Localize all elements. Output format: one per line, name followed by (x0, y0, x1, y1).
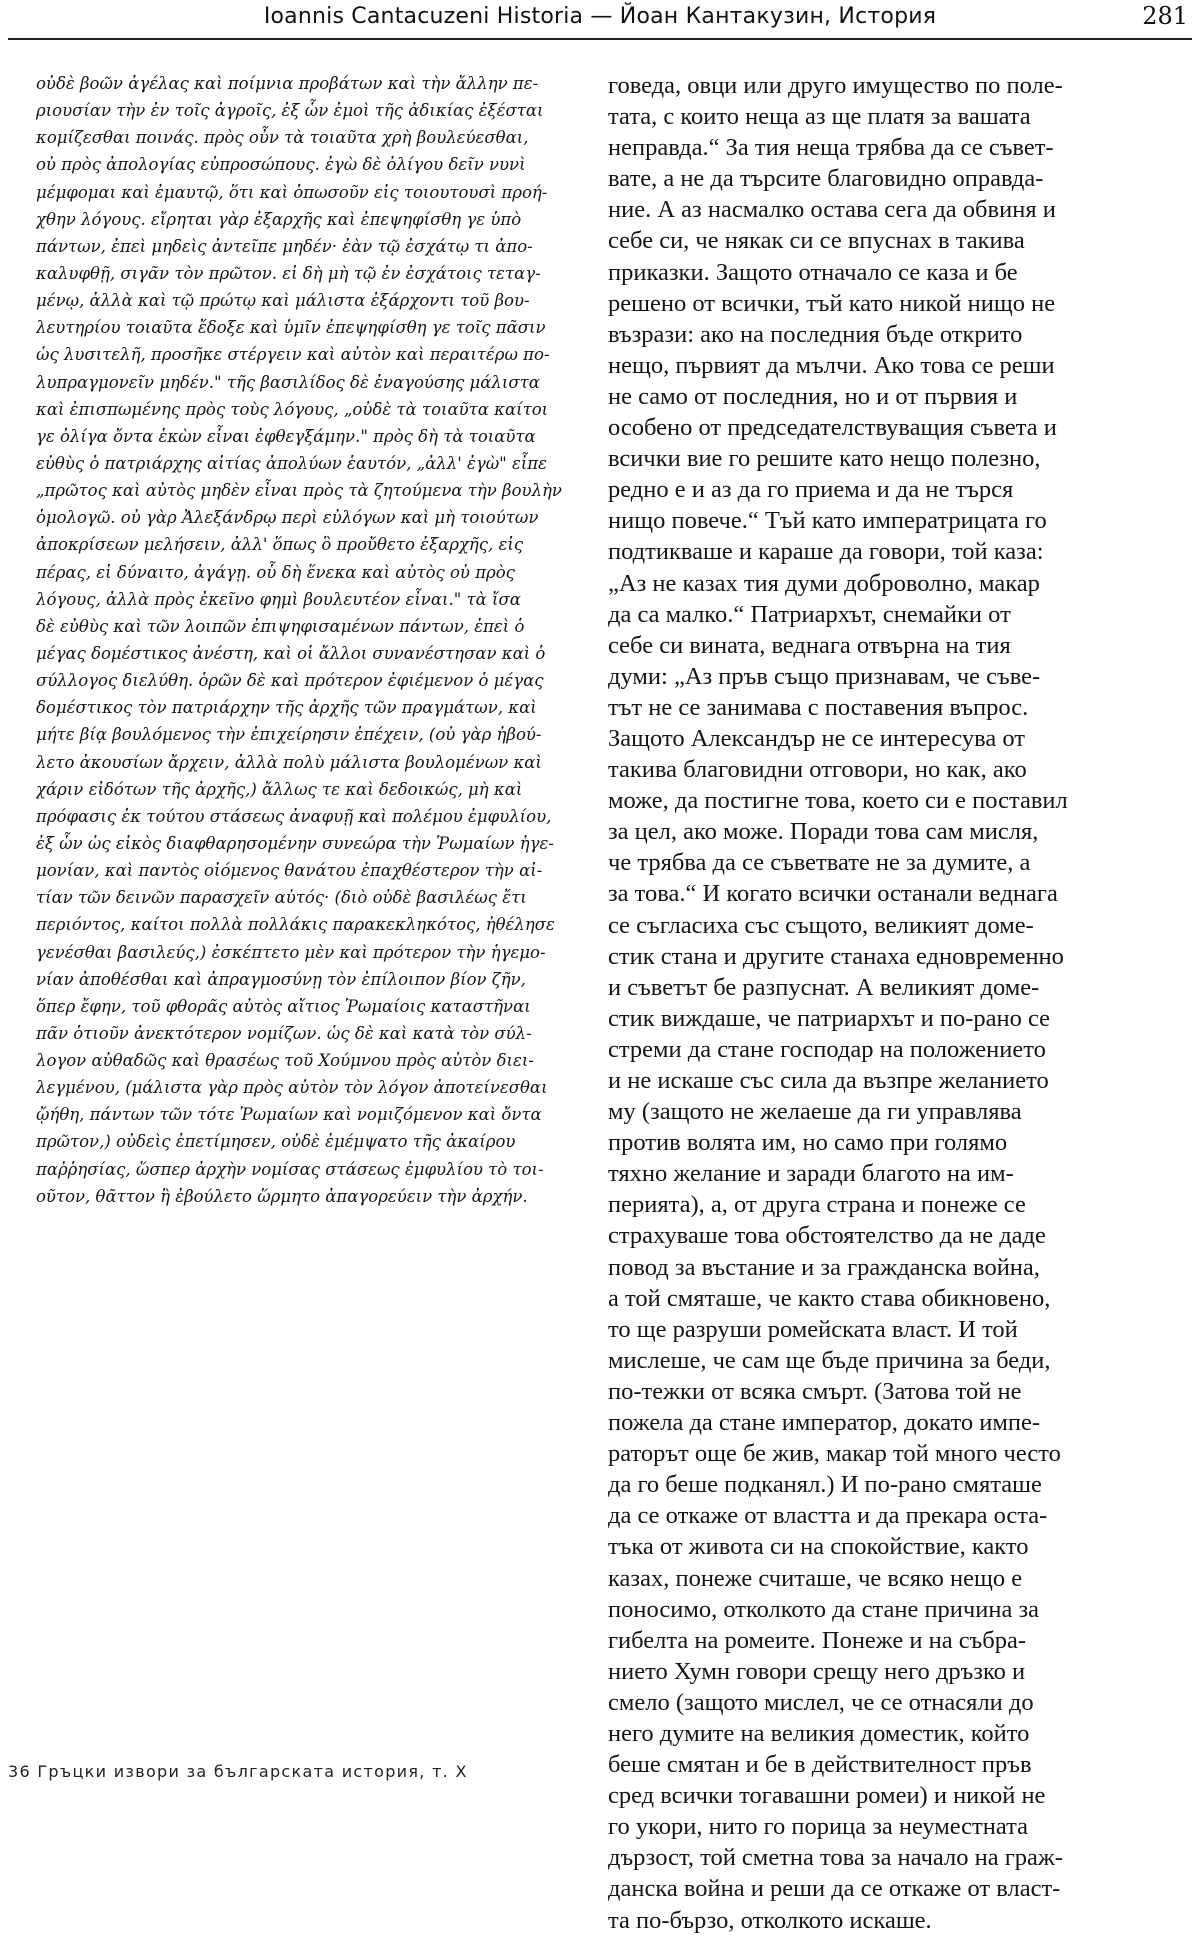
greek-text-line: μονίαν, καὶ παντὸς οἰόμενος θανάτου ἐπαχθέστερον τὴν αἰ- (36, 861, 543, 881)
bulgarian-text-line: гибелта на ромеите. Понеже и на събра- (608, 1626, 1027, 1654)
bulgarian-text-line: се съгласиха със същото, великият доме- (608, 911, 1034, 939)
bulgarian-text-line: раторът още бе жив, макар той много често (608, 1440, 1061, 1468)
bulgarian-text-line: мислеше, че сам ще бъде причина за беди, (608, 1346, 1051, 1374)
greek-text-line: δὲ εὐθὺς καὶ τῶν λοιπῶν ἐπιψηφισαμένων πάντων, ἐπεὶ ὁ (36, 616, 525, 636)
bulgarian-text-line: да го беше подканял.) И по-рано смяташе (608, 1471, 1042, 1499)
bulgarian-text-line: тът не се занимава с поставения въпрос. (608, 693, 1029, 721)
bulgarian-text-line: да са малко.“ Патриархът, снемайки от (608, 600, 1011, 628)
bulgarian-text-line: за това.“ И когато всички останали веднага (608, 880, 1058, 908)
greek-text-line: μέμφομαι καὶ ἐμαυτῷ, ὅτι καὶ ὁπωσοῦν εἰς τοιουτουσὶ προή- (36, 182, 548, 202)
greek-text-line: μέγας δομέστικος ἀνέστη, καὶ οἱ ἄλλοι συνανέστησαν καὶ ὁ (36, 643, 546, 663)
bulgarian-text-line: вате, а не да търсите благовидно оправда- (608, 165, 1044, 193)
printer-signature: 36 Гръцки извори за българската история, т. X (8, 1762, 468, 1781)
greek-text-line: πέρας, εἰ δύναιτο, ἀγάγῃ. οὗ δὴ ἕνεκα καὶ αὐτὸς οὐ πρὸς (36, 562, 515, 582)
greek-text-line: ᾤήθη, πάντων τῶν τότε Ῥωμαίων καὶ νομιζόμενον καὶ ὄντα (36, 1105, 542, 1125)
bulgarian-text-line: решено от всички, тъй като никой нищо не (608, 289, 1056, 317)
page-number: 281 (1142, 2, 1188, 30)
header-divider (8, 38, 1192, 40)
greek-text-line: εὐθὺς ὁ πατριάρχης αἰτίας ἀπολύων ἑαυτόν, „ἀλλ' ἐγὼ" εἶπε (36, 453, 548, 473)
greek-text-line: πᾶν ὁτιοῦν ἀνεκτότερον νομίζων. ὡς δὲ καὶ κατὰ τὸν σύλ- (36, 1023, 532, 1043)
bulgarian-text-line: дързост, той сметна това за начало на граж- (608, 1844, 1063, 1872)
bulgarian-text-line: то ще разруши ромейската власт. И той (608, 1315, 1018, 1343)
bulgarian-text-line: и не искаше със сила да възпре желанието (608, 1067, 1049, 1094)
running-header (0, 0, 1200, 40)
bulgarian-text-line: себе си вината, веднага отвърна на тия (608, 631, 1011, 659)
greek-text-line: ἐξ ὧν ὡς εἰκὸς διαφθαρησομένην συνεώρα τὴν Ῥωμαίων ἡγε- (36, 833, 554, 853)
greek-text-line: οὐδὲ βοῶν ἀγέλας καὶ ποίμνια προβάτων καὶ τὴν ἄλλην πε- (36, 74, 539, 93)
bulgarian-text-line: да се откаже от властта и да прекара оста- (608, 1502, 1048, 1530)
greek-text-line: ριουσίαν τὴν ἐν τοῖς ἀγροῖς, ἐξ ὧν ἐμοὶ τῆς ἀδικίας ἐξέσται (36, 101, 544, 121)
greek-text-line: πρῶτον,) οὐδεὶς ἐπετίμησεν, οὐδὲ ἐμέμψατο τῆς ἀκαίρου (36, 1132, 516, 1152)
greek-text-line: τίαν τῶν δεινῶν παρασχεῖν αὐτός· (διὸ οὐδὲ βασιλέως ἔτι (36, 888, 527, 908)
greek-text-line: χθην λόγους. εἴρηται γὰρ ἐξαρχῆς καὶ ἐπεψηφίσθη γε ὑπὸ (36, 209, 522, 229)
bulgarian-text-line: го укори, нито го порица за неуместната (608, 1813, 1028, 1841)
greek-text-line: ἀποκρίσεων μελήσειν, ἀλλ' ὅπως ὃ προὔθετο ἐξαρχῆς, εἰς (36, 535, 524, 555)
bulgarian-text-line: говеда, овци или друго имущество по поле- (608, 72, 1063, 99)
greek-text-line: λευτηρίου τοιαῦτα ἔδοξε καὶ ὑμῖν ἐπεψηφίσθη γε τοῖς πᾶσιν (36, 318, 546, 338)
bulgarian-text-line: за цел, ако може. Поради това сам мисля, (608, 818, 1039, 846)
bulgarian-text-line: думи: „Аз пръв също признавам, че съве- (608, 662, 1041, 690)
running-title: Ioannis Cantacuzeni Historia — Йоан Кантакузин, История (263, 4, 937, 29)
bulgarian-text-line: беше смятан и бе в действителност пръв (608, 1751, 1032, 1779)
bulgarian-text-line: тяхно желание и заради благото на им- (608, 1160, 1014, 1188)
bulgarian-text-line: казах, понеже считаше, че всяко нещо е (608, 1564, 1023, 1592)
greek-text-line: λόγους, ἀλλὰ πρὸς ἐκεῖνο φημὶ βουλευτέον εἶναι." τὰ ἴσα (36, 589, 521, 609)
bulgarian-text-line: тъка от живота си на спокойствие, както (608, 1533, 1029, 1561)
bulgarian-text-line: перията), а, от друга страна и понеже се (608, 1191, 1026, 1219)
greek-text-line: γε ὀλίγα ὄντα ἑκὼν εἶναι ἐφθεγξάμην." πρὸς δὴ τὰ τοιαῦτα (36, 426, 536, 446)
bulgarian-text-line: сред всички тогавашни ромеи) и никой не (608, 1782, 1046, 1810)
greek-text-line: „πρῶτος καὶ αὐτὸς μηδὲν εἶναι πρὸς τὰ ζητούμενα τὴν βουλὴν (36, 481, 562, 501)
bulgarian-text-line: стик виждаше, че патриархът и по-рано се (608, 1004, 1051, 1032)
greek-text-line: οῦτον, θᾶττον ἢ ἐβούλετο ὥρμητο ἀπαγορεύειν τὴν ἀρχήν. (36, 1186, 528, 1206)
bulgarian-translation-column (608, 70, 1192, 1936)
bulgarian-text-line: „Аз не казах тия думи доброволно, макар (608, 569, 1040, 597)
greek-text-line: πάντων, ἐπεὶ μηδεὶς ἀντεῖπε μηδέν· ἐὰν τῷ ἐσχάτῳ τι ἀπο- (36, 236, 533, 256)
greek-text-line: ὅπερ ἔφην, τοῦ φθορᾶς αὐτὸς αἴτιος Ῥωμαίοις καταστῆναι (36, 996, 531, 1016)
greek-text-line: μένῳ, ἀλλὰ καὶ τῷ πρώτῳ καὶ μάλιστα ἐξάρχοντι τοῦ βου- (36, 291, 530, 311)
bulgarian-text-line: а той смяташе, че както става обикновено, (608, 1284, 1051, 1312)
greek-text-line: οὐ πρὸς ἀπολογίας εὐπροσώπους. ἐγὼ δὲ ὀλίγου δεῖν νυνὶ (36, 155, 526, 175)
bulgarian-text-line: стик стана и другите станаха едновременно (608, 942, 1064, 970)
greek-text-line: σύλλογος διελύθη. ὁρῶν δὲ καὶ πρότερον ἐφιέμενον ὁ μέγας (36, 671, 544, 691)
bulgarian-text-line: неправда.“ За тия неща трябва да се съвет- (608, 134, 1054, 162)
greek-text-column (36, 70, 592, 1210)
bulgarian-text-line: Защото Александър не се интересува от (608, 724, 1025, 752)
bulgarian-text-line: по-тежки от всяка смърт. (Затова той не (608, 1377, 1022, 1405)
bulgarian-text-line: данска война и реши да се откаже от власт- (608, 1875, 1061, 1903)
bulgarian-text-line: редно е и аз да го приема и да не търся (608, 476, 1014, 504)
bulgarian-text-line: себе си, че някак си се впуснах в такива (608, 227, 1025, 255)
bulgarian-text-line: нещо, първият да мълчи. Ако това се реши (608, 351, 1055, 379)
bulgarian-text-line: пожела да стане император, докато импе- (608, 1409, 1041, 1437)
greek-text-line: λογον αὐθαδῶς καὶ θρασέως τοῦ Χούμνου πρὸς αὐτὸν διει- (36, 1051, 534, 1071)
greek-text-line: περιόντος, καίτοι πολλὰ πολλάκις παρακεκληκότος, ἠθέλησε (36, 915, 555, 935)
greek-text-line: καὶ ἐπισπωμένης πρὸς τοὺς λόγους, „οὐδὲ τὰ τοιαῦτα καίτοι (36, 399, 549, 419)
bulgarian-text-line: тата, с които неща аз ще платя за вашата (608, 103, 1031, 131)
greek-text-line: γενέσθαι βασιλεύς,) ἐσκέπτετο μὲν καὶ πρότερον τὴν ἡγεμο- (36, 942, 546, 962)
bulgarian-text-line: повод за въстание и за гражданска война, (608, 1253, 1040, 1281)
greek-text-line: λυπραγμονεῖν μηδέν." τῆς βασιλίδος δὲ ἐναγούσης μάλιστα (36, 372, 540, 392)
bulgarian-text-line: стреми да стане господар на положението (608, 1035, 1046, 1063)
bulgarian-text-line: ние. А аз насмалко остава сега да обвиня и (608, 196, 1056, 224)
bulgarian-text-line: не само от последния, но и от първия и (608, 382, 1018, 410)
bulgarian-text-line: нищо повече.“ Тъй като императрицата го (608, 507, 1047, 535)
bulgarian-text-line: че трябва да се съветвате не за думите, а (608, 849, 1031, 877)
greek-text-line: χάριν εἰδότων τῆς ἀρχῆς,) ἄλλως τε καὶ δεδοικώς, μὴ καὶ (36, 779, 523, 799)
bulgarian-text-line: страхуваше това обстоятелство да не даде (608, 1222, 1046, 1250)
bulgarian-text-line: особено от председателствуващия съвета и (608, 414, 1057, 442)
greek-text-line: καλυφθῇ, σιγᾶν τὸν πρῶτον. εἰ δὴ μὴ τῷ ἐν ἐσχάτοις τεταγ- (36, 263, 541, 283)
greek-text-line: μήτε βίᾳ βουλόμενος τὴν ἐπιχείρησιν ἐπέχειν, (οὐ γὰρ ἠβού- (36, 725, 542, 745)
greek-text-line: πρόφασις ἐκ τούτου στάσεως ἀναφυῇ καὶ πολέμου ἐμφυλίου, (36, 806, 552, 826)
bulgarian-text-line: та по-бързо, отколкото искаше. (608, 1906, 932, 1934)
greek-text-line: ὡς λυσιτελῆ, προσῆκε στέργειν καὶ αὐτὸν καὶ περαιτέρω πο- (36, 345, 550, 365)
bulgarian-text-line: може, да постигне това, което си е поставил (608, 787, 1068, 815)
bulgarian-text-line: всички вие го решите като нещо полезно, (608, 445, 1041, 473)
bulgarian-text-line: такива благовидни отговори, но как, ако (608, 756, 1027, 784)
bulgarian-text-line: смело (защото мислел, че се отнасяли до (608, 1688, 1034, 1716)
bulgarian-text-line: поносимо, отколкото да стане причина за (608, 1595, 1040, 1623)
bulgarian-text-line: нието Хумн говори срещу него дръзко и (608, 1657, 1026, 1685)
bulgarian-text-line: против волята им, но само при голямо (608, 1129, 1008, 1157)
greek-text-line: λετο ἀκουσίων ἄρχειν, ἀλλὰ πολὺ μάλιστα βουλομένων καὶ (36, 752, 542, 772)
bulgarian-text-line: и съветът бе разпуснат. А великият доме- (608, 973, 1040, 1001)
greek-text-line: ὁμολογῶ. οὐ γὰρ Ἀλεξάνδρῳ περὶ εὐλόγων καὶ μὴ τοιούτων (36, 508, 539, 528)
bulgarian-text-line: него думите на великия доместик, който (608, 1719, 1030, 1747)
greek-text-line: λεγμένου, (μάλιστα γὰρ πρὸς αὐτὸν τὸν λόγον ἀποτείνεσθαι (36, 1078, 548, 1098)
greek-text-line: κομίζεσθαι ποινάς. πρὸς οὖν τὰ τοιαῦτα χρὴ βουλεύεσθαι, (36, 128, 529, 148)
bulgarian-text-line: му (защото не желаеше да ги управлява (608, 1098, 1022, 1126)
bulgarian-text-line: възрази: ако на последния бъде открито (608, 320, 1023, 348)
greek-text-line: παῤῥησίας, ὥσπερ ἀρχὴν νομίσας στάσεως ἐμφυλίου τὸ τοι- (36, 1159, 544, 1179)
bulgarian-text-line: подтикваше и караше да говори, той каза: (608, 538, 1044, 566)
greek-text-line: δομέστικος τὸν πατριάρχην τῆς ἀρχῆς τῶν πραγμάτων, καὶ (36, 698, 537, 718)
bulgarian-text-line: приказки. Защото отначало се каза и бе (608, 258, 1018, 286)
greek-text-line: νίαν ἀποθέσθαι καὶ ἀπραγμοσύνῃ τὸν ἐπίλοιπον βίον ζῆν, (36, 969, 526, 989)
